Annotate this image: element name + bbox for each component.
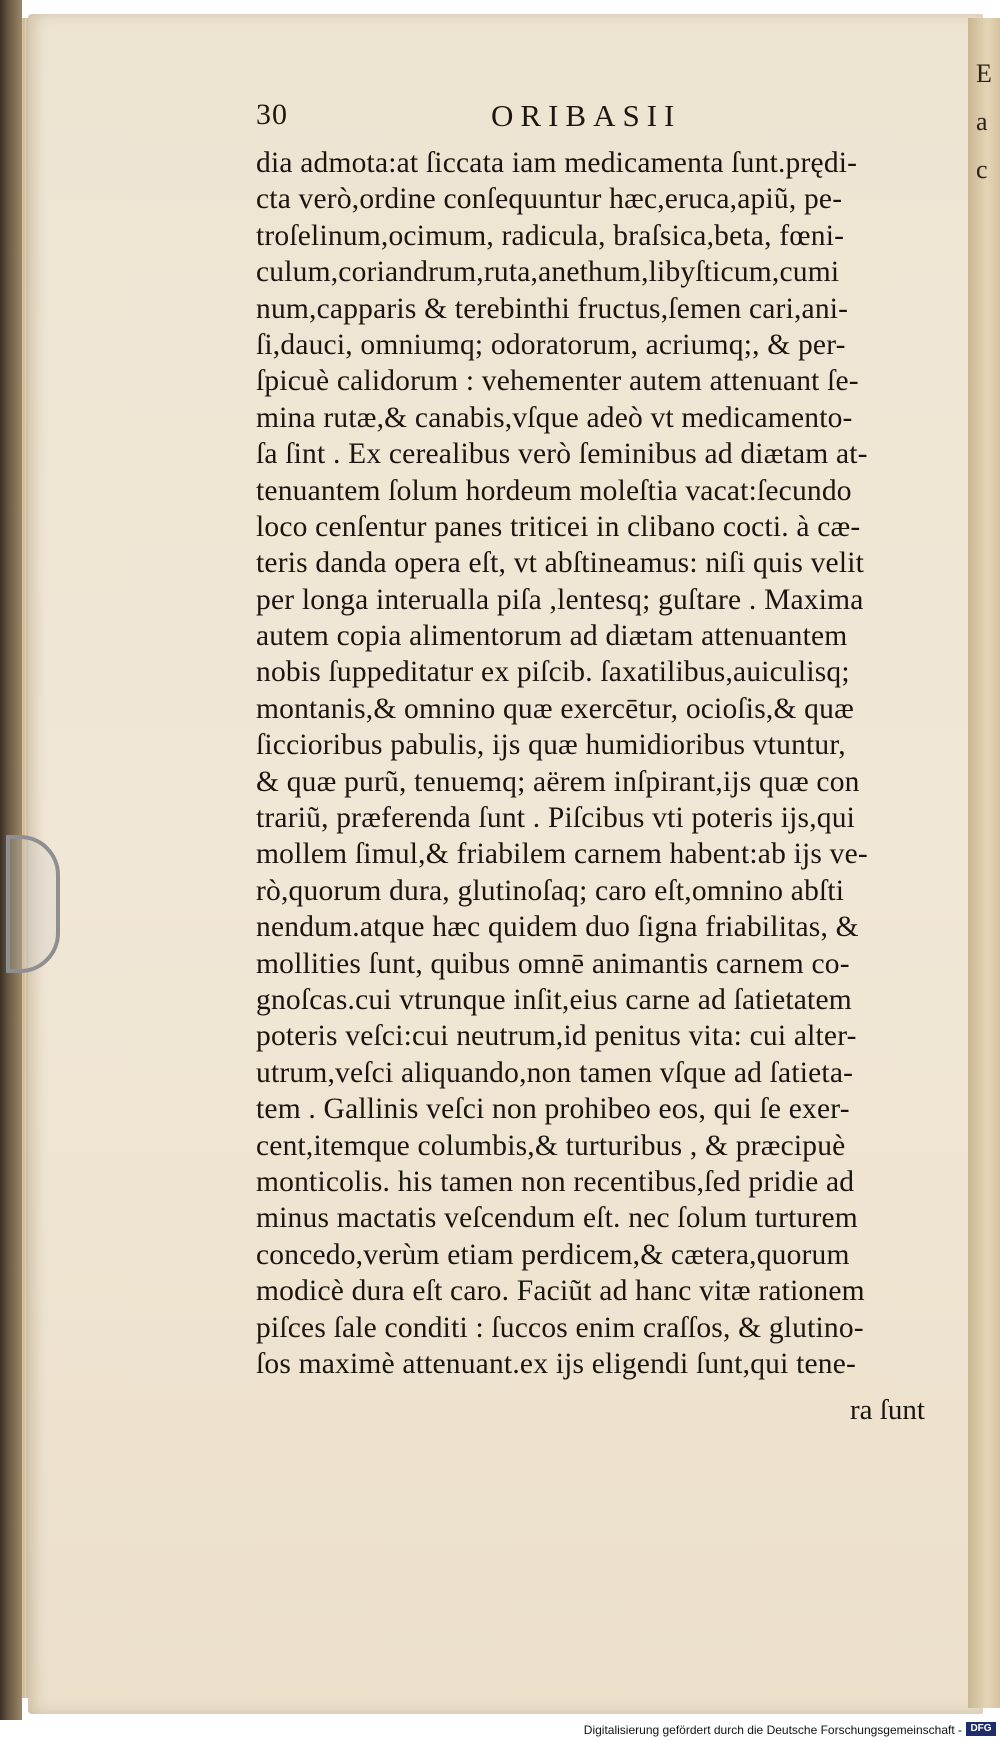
text-line: tenuantem ſolum hordeum moleſtia vacat:ſecundo bbox=[256, 474, 852, 507]
text-line: piſces ſale conditi : ſuccos enim craſſos, & glutino- bbox=[256, 1311, 864, 1344]
next-page-edge bbox=[968, 18, 1000, 1708]
text-line: mina rutæ,& canabis,vſque adeò vt medicamento- bbox=[256, 401, 853, 434]
text-line: cent,itemque columbis,& turturibus , & præcipuè bbox=[256, 1129, 846, 1162]
text-line: mollem ſimul,& friabilem carnem habent:ab ijs ve- bbox=[256, 838, 868, 871]
text-line: & quæ purũ, tenuemq; aërem inſpirant,ijs quæ con bbox=[256, 765, 860, 798]
dfg-logo: DFG bbox=[966, 1722, 996, 1736]
text-line: ſpicuè calidorum : vehementer autem attenuant ſe- bbox=[256, 365, 859, 398]
text-line: autem copia alimentorum ad diætam attenuantem bbox=[256, 620, 848, 653]
text-line: nendum.atque hæc quidem duo ſigna friabilitas, & bbox=[256, 911, 859, 944]
text-line: culum,coriandrum,ruta,anethum,libyſticum,cumi bbox=[256, 256, 840, 289]
text-line: troſelinum,ocimum, radicula, braſsica,beta, fœni- bbox=[256, 219, 845, 252]
text-line: teris danda opera eſt, vt abſtineamus: niſi quis velit bbox=[256, 547, 865, 580]
text-line: nobis ſuppeditatur ex piſcib. ſaxatilibus,auiculisq; bbox=[256, 656, 850, 689]
page-clip bbox=[6, 835, 60, 973]
funding-credit: Digitalisierung gefördert durch die Deutsche Forschungsgemeinschaft - bbox=[583, 1723, 962, 1737]
text-line: trariũ, præferenda ſunt . Piſcibus vti poteris ijs,qui bbox=[256, 802, 856, 835]
text-line: tem . Gallinis veſci non prohibeo eos, qui ſe exer- bbox=[256, 1093, 850, 1126]
next-page-letters bbox=[976, 50, 998, 194]
text-line: dia admota:at ſiccata iam medicamenta ſunt.prędi- bbox=[256, 147, 858, 179]
text-line: loco cenſentur panes triticei in clibano cocti. à cæ- bbox=[256, 510, 861, 543]
body-text bbox=[256, 145, 946, 1382]
text-line: ſa ſint . Ex cerealibus verò ſeminibus ad diætam at- bbox=[256, 438, 868, 471]
text-line: cta verò,ordine conſequuntur hæc,eruca,apiũ, pe- bbox=[256, 183, 843, 216]
text-line: ſi,dauci, omniumq; odoratorum, acriumq;, & per- bbox=[256, 328, 846, 361]
text-line: num,capparis & terebinthi fructus,ſemen cari,ani- bbox=[256, 292, 849, 325]
next-page-letter: c bbox=[976, 155, 988, 184]
text-line: modicè dura eſt caro. Faciũt ad hanc vitæ rationem bbox=[256, 1275, 865, 1308]
text-line: ſos maximè attenuant.ex ijs eligendi ſunt,qui tene- bbox=[256, 1347, 857, 1380]
text-line: minus mactatis veſcendum eſt. nec ſolum turturem bbox=[256, 1202, 858, 1235]
text-line: monticolis. his tamen non recentibus,ſed pridie ad bbox=[256, 1165, 855, 1198]
next-page-letter: a bbox=[976, 107, 988, 136]
page-header bbox=[256, 98, 946, 138]
text-line: gnoſcas.cui vtrunque inſit,eius carne ad ſatietatem bbox=[256, 983, 852, 1016]
text-line: concedo,verùm etiam perdicem,& cætera,quorum bbox=[256, 1238, 850, 1271]
text-line: utrum,veſci aliquando,non tamen vſque ad ſatieta- bbox=[256, 1056, 854, 1089]
running-title: ORIBASII bbox=[491, 98, 682, 133]
text-line: per longa interualla piſa ,lentesq; guſtare . Maxima bbox=[256, 583, 864, 616]
text-line: ſiccioribus pabulis, ijs quæ humidioribus vtuntur, bbox=[256, 729, 846, 762]
next-page-letter: E bbox=[976, 59, 992, 88]
text-line: rò,quorum dura, glutinoſaq; caro eſt,omnino abſti bbox=[256, 874, 845, 907]
text-line: montanis,& omnino quæ exercētur, ocioſis,& quæ bbox=[256, 692, 854, 725]
folio-number: 30 bbox=[256, 98, 288, 131]
text-line: mollities ſunt, quibus omnē animantis carnem co- bbox=[256, 947, 850, 980]
catchword: ra ſunt bbox=[850, 1394, 925, 1426]
text-line: poteris veſci:cui neutrum,id penitus vita: cui alter- bbox=[256, 1020, 857, 1053]
